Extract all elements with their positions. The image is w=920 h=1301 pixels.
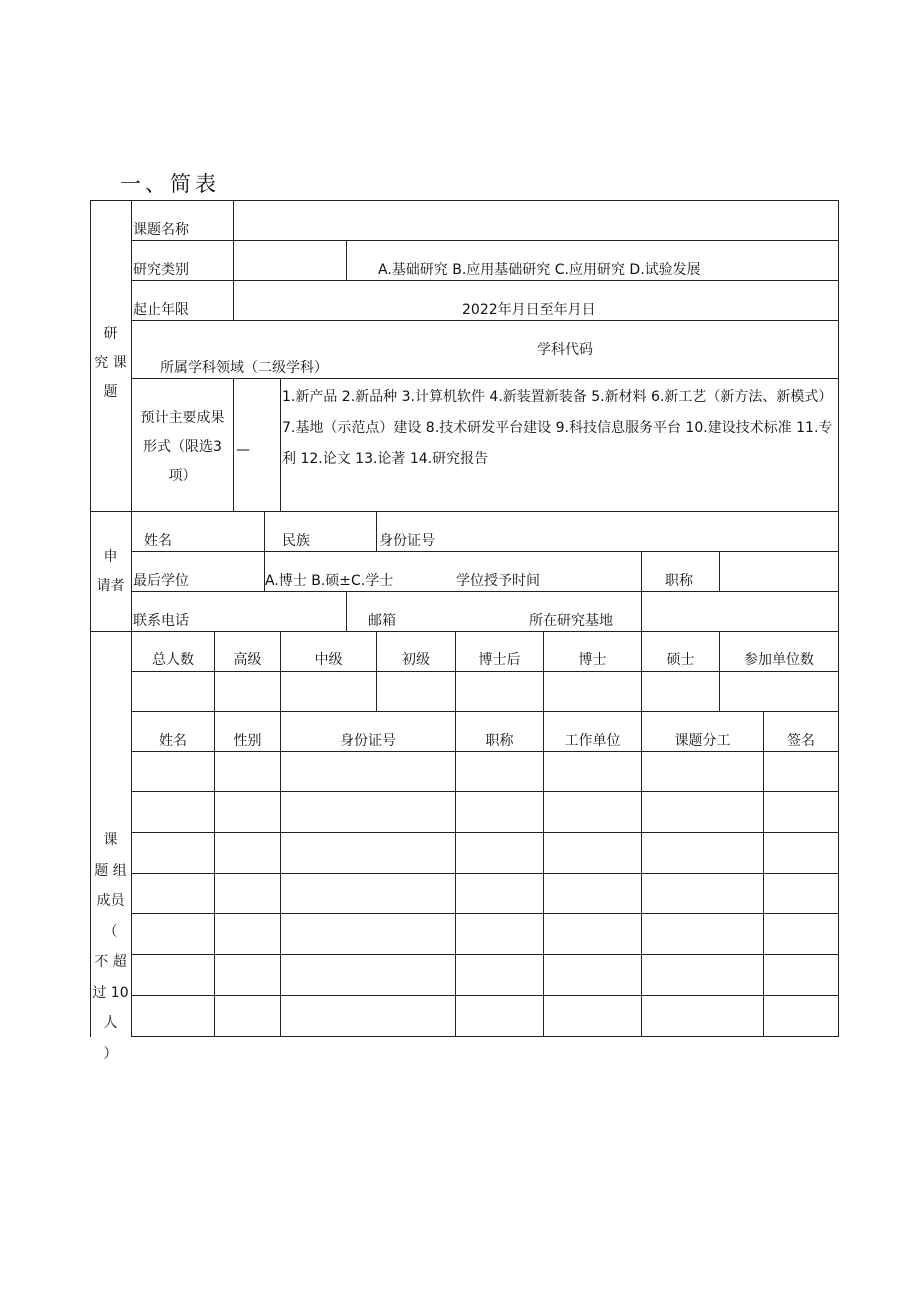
- research-side-label: 研 究 课 题: [94, 326, 127, 400]
- degree-options: A.博士 B.硕±C.学士: [265, 573, 394, 589]
- topic-name-field[interactable]: [234, 201, 838, 240]
- job-title-label: 职称: [665, 573, 693, 589]
- discipline-label: 所属学科领域（二级学科）: [160, 360, 328, 376]
- member-header-task: 课题分工: [674, 733, 731, 749]
- email-label: 邮箱: [368, 613, 396, 629]
- stats-header-junior: 初级: [402, 652, 430, 668]
- stats-header-phd: 博士: [578, 652, 607, 668]
- stats-header-postdoc: 博士后: [478, 652, 521, 668]
- applicant-name-label: 姓名: [144, 533, 172, 549]
- discipline-code-label: 学科代码: [537, 342, 593, 358]
- member-header-signature: 签名: [787, 733, 815, 749]
- degree-date-label: 学位授予时间: [456, 573, 540, 589]
- category-field[interactable]: [234, 241, 346, 280]
- stats-header-total: 总人数: [152, 652, 194, 668]
- degree-label: 最后学位: [133, 573, 189, 589]
- stats-header-units: 参加单位数: [744, 652, 814, 668]
- period-label: 起止年限: [133, 302, 189, 318]
- results-options: 1.新产品 2.新品种 3.计算机软件 4.新装置新装备 5.新材料 6.新工艺（新方法、新模式）7.基地（示范点）建设 8.技术研发平台建设 9.科技信息服务平台 10.建设技术标准 11.专利 12.论文 13.论著 14.研究报告: [282, 389, 833, 467]
- member-header-id: 身份证号: [340, 733, 396, 749]
- category-options: A.基础研究 B.应用基础研究 C.应用研究 D.试验发展: [378, 262, 701, 278]
- stats-header-senior: 高级: [233, 652, 262, 668]
- phone-label: 联系电话: [133, 613, 189, 629]
- page-title: 一、简表: [120, 172, 220, 196]
- member-header-title: 职称: [485, 733, 514, 749]
- member-header-employer: 工作单位: [564, 733, 621, 749]
- id-number-label: 身份证号: [379, 533, 435, 549]
- results-choice-field[interactable]: —: [236, 442, 250, 458]
- research-base-label: 所在研究基地: [529, 613, 613, 629]
- stats-header-intermediate: 中级: [314, 652, 343, 668]
- stats-header-master: 硕士: [666, 652, 695, 668]
- team-side-label: 课 题 组 成员 （ 不 超 过 10 人 ）: [92, 832, 129, 1062]
- topic-name-label: 课题名称: [133, 222, 189, 238]
- applicant-side-label: 申 请者: [96, 549, 125, 594]
- period-value[interactable]: 2022年月日至年月日: [462, 302, 596, 318]
- ethnicity-label: 民族: [282, 533, 310, 549]
- results-label: 预计主要成果 形式（限选3 项）: [140, 410, 225, 484]
- member-header-name: 姓名: [159, 733, 187, 749]
- category-label: 研究类别: [133, 262, 189, 278]
- member-header-gender: 性别: [233, 733, 262, 749]
